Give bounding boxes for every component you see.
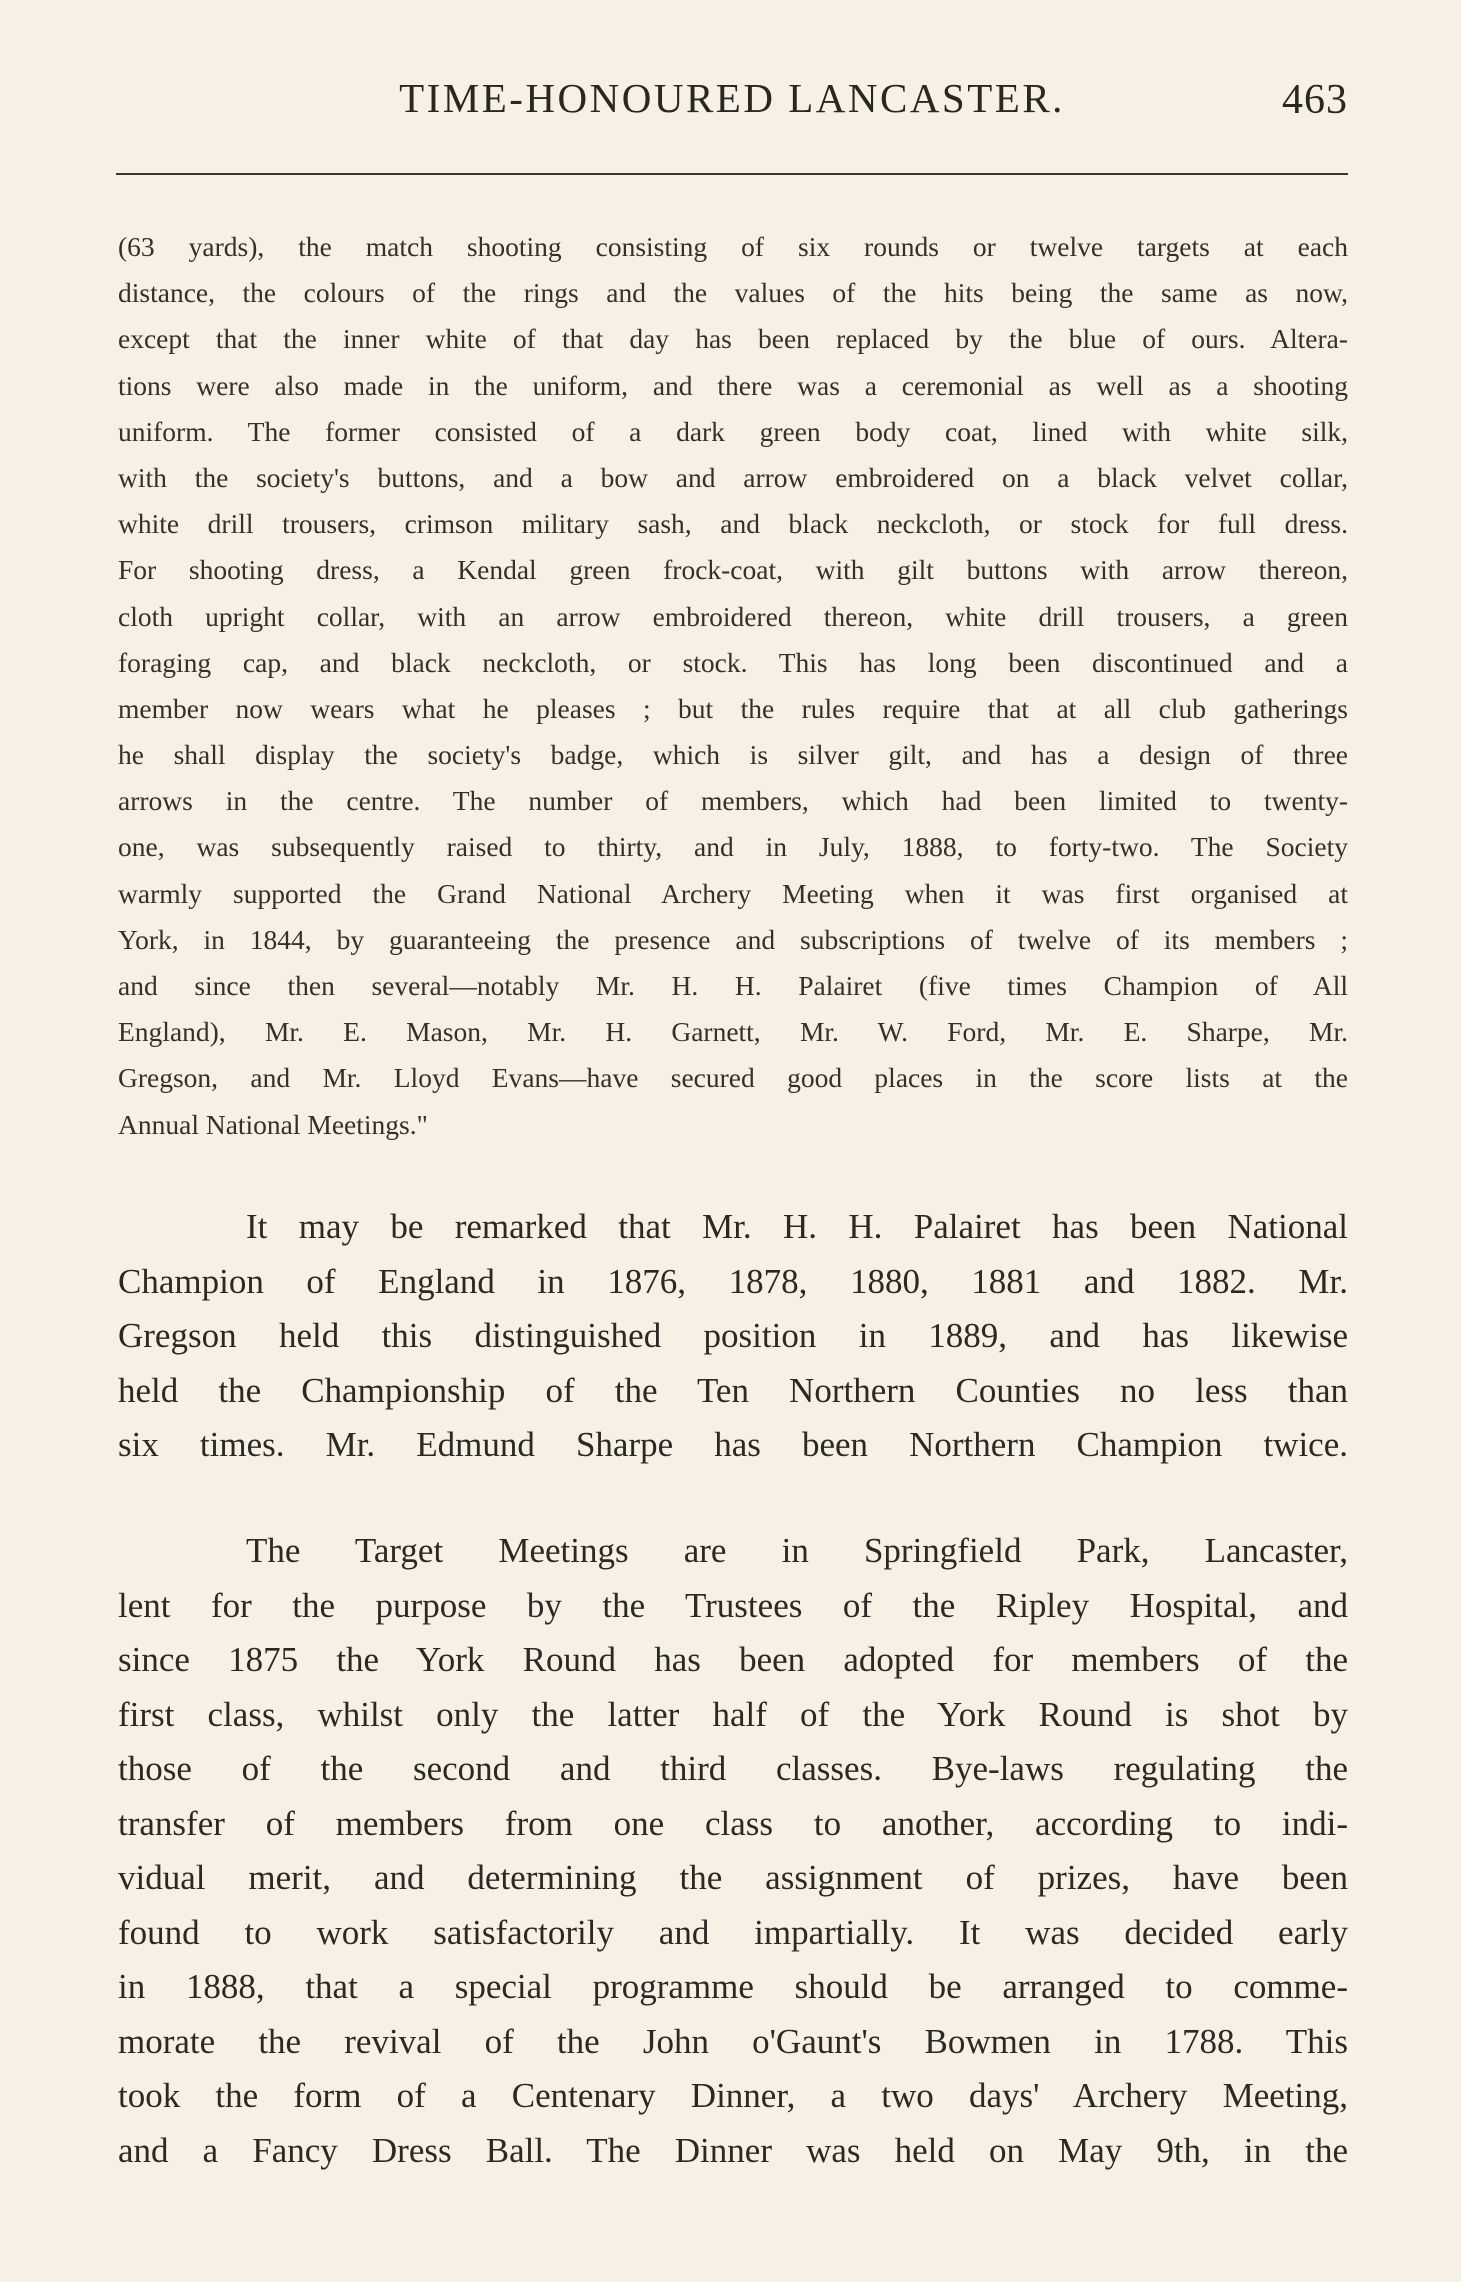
quote-line: tions were also made in the uniform, and there was a ceremonial as well as a shooting xyxy=(118,369,1348,401)
header-rule xyxy=(116,173,1348,175)
quote-line: one, was subsequently raised to thirty, and in July, 1888, to forty-two. The Society xyxy=(118,831,1348,863)
paragraph-line: Gregson held this distinguished position in 1889, and has likewise xyxy=(118,1316,1348,1355)
running-title: TIME-HONOURED LANCASTER. xyxy=(399,75,1065,121)
paragraph-line: vidual merit, and determining the assignment of prizes, have been xyxy=(118,1858,1348,1897)
paragraph-line: Champion of England in 1876, 1878, 1880, 1881 and 1882. Mr. xyxy=(118,1261,1348,1301)
paragraph-target-meetings xyxy=(118,1524,1348,2178)
quote-line: warmly supported the Grand National Archery Meeting when it was first organised at xyxy=(118,877,1348,909)
page-header xyxy=(116,70,1348,126)
paragraph-line: since 1875 the York Round has been adopted for members of the xyxy=(118,1640,1348,1679)
quote-line: white drill trousers, crimson military sash, and black neckcloth, or stock for full dress. xyxy=(118,508,1348,540)
paragraph-line: held the Championship of the Ten Northern Counties no less than xyxy=(118,1370,1348,1410)
paragraph-line: It may be remarked that Mr. H. H. Palairet has been National xyxy=(246,1207,1348,1246)
quote-line: England), Mr. E. Mason, Mr. H. Garnett, Mr. W. Ford, Mr. E. Sharpe, Mr. xyxy=(118,1016,1348,1048)
quote-line: uniform. The former consisted of a dark green body coat, lined with white silk, xyxy=(118,415,1348,447)
quote-line: Gregson, and Mr. Lloyd Evans—have secured good places in the score lists at the xyxy=(118,1062,1348,1094)
paragraph-champions xyxy=(118,1200,1348,1473)
paragraph-line: took the form of a Centenary Dinner, a two days' Archery Meeting, xyxy=(118,2076,1348,2115)
quote-line: except that the inner white of that day has been replaced by the blue of ours. Altera- xyxy=(118,323,1348,355)
quote-line: and since then several—notably Mr. H. H. Palairet (five times Champion of All xyxy=(118,970,1348,1001)
paragraph-line: transfer of members from one class to another, according to indi- xyxy=(118,1803,1348,1843)
quote-line: (63 yards), the match shooting consisting of six rounds or twelve targets at each xyxy=(118,231,1348,262)
page-number: 463 xyxy=(1282,77,1348,123)
quote-line: For shooting dress, a Kendal green frock-coat, with gilt buttons with arrow thereon, xyxy=(118,554,1348,586)
quote-line: with the society's buttons, and a bow and arrow embroidered on a black velvet collar, xyxy=(118,461,1348,493)
paragraph-line: in 1888, that a special programme should be arranged to comme- xyxy=(118,1967,1348,2006)
quote-line: he shall display the society's badge, which is silver gilt, and has a design of three xyxy=(118,739,1348,771)
paragraph-line: found to work satisfactorily and impartially. It was decided early xyxy=(118,1912,1348,1952)
quote-line: cloth upright collar, with an arrow embroidered thereon, white drill trousers, a green xyxy=(118,600,1348,632)
quoted-passage xyxy=(118,224,1348,1148)
paragraph-line: those of the second and third classes. Bye-laws regulating the xyxy=(118,1749,1348,1788)
paragraph-line: lent for the purpose by the Trustees of the Ripley Hospital, and xyxy=(118,1585,1348,1625)
paragraph-line: first class, whilst only the latter half of the York Round is shot by xyxy=(118,1694,1348,1734)
paragraph-line: The Target Meetings are in Springfield Park, Lancaster, xyxy=(246,1531,1348,1570)
quote-line: Annual National Meetings." xyxy=(118,1108,428,1140)
quote-line: foraging cap, and black neckcloth, or stock. This has long been discontinued and a xyxy=(118,646,1348,678)
quote-line: member now wears what he pleases ; but the rules require that at all club gatherings xyxy=(118,692,1348,724)
quote-line: distance, the colours of the rings and the values of the hits being the same as now, xyxy=(118,277,1348,309)
paragraph-line: and a Fancy Dress Ball. The Dinner was held on May 9th, in the xyxy=(118,2130,1348,2170)
quote-line: arrows in the centre. The number of members, which had been limited to twenty- xyxy=(118,785,1348,817)
paragraph-line: morate the revival of the John o'Gaunt's Bowmen in 1788. This xyxy=(118,2021,1348,2061)
quote-line: York, in 1844, by guaranteeing the presence and subscriptions of twelve of its members ; xyxy=(118,923,1348,955)
paragraph-line: six times. Mr. Edmund Sharpe has been Northern Champion twice. xyxy=(118,1425,1348,1464)
